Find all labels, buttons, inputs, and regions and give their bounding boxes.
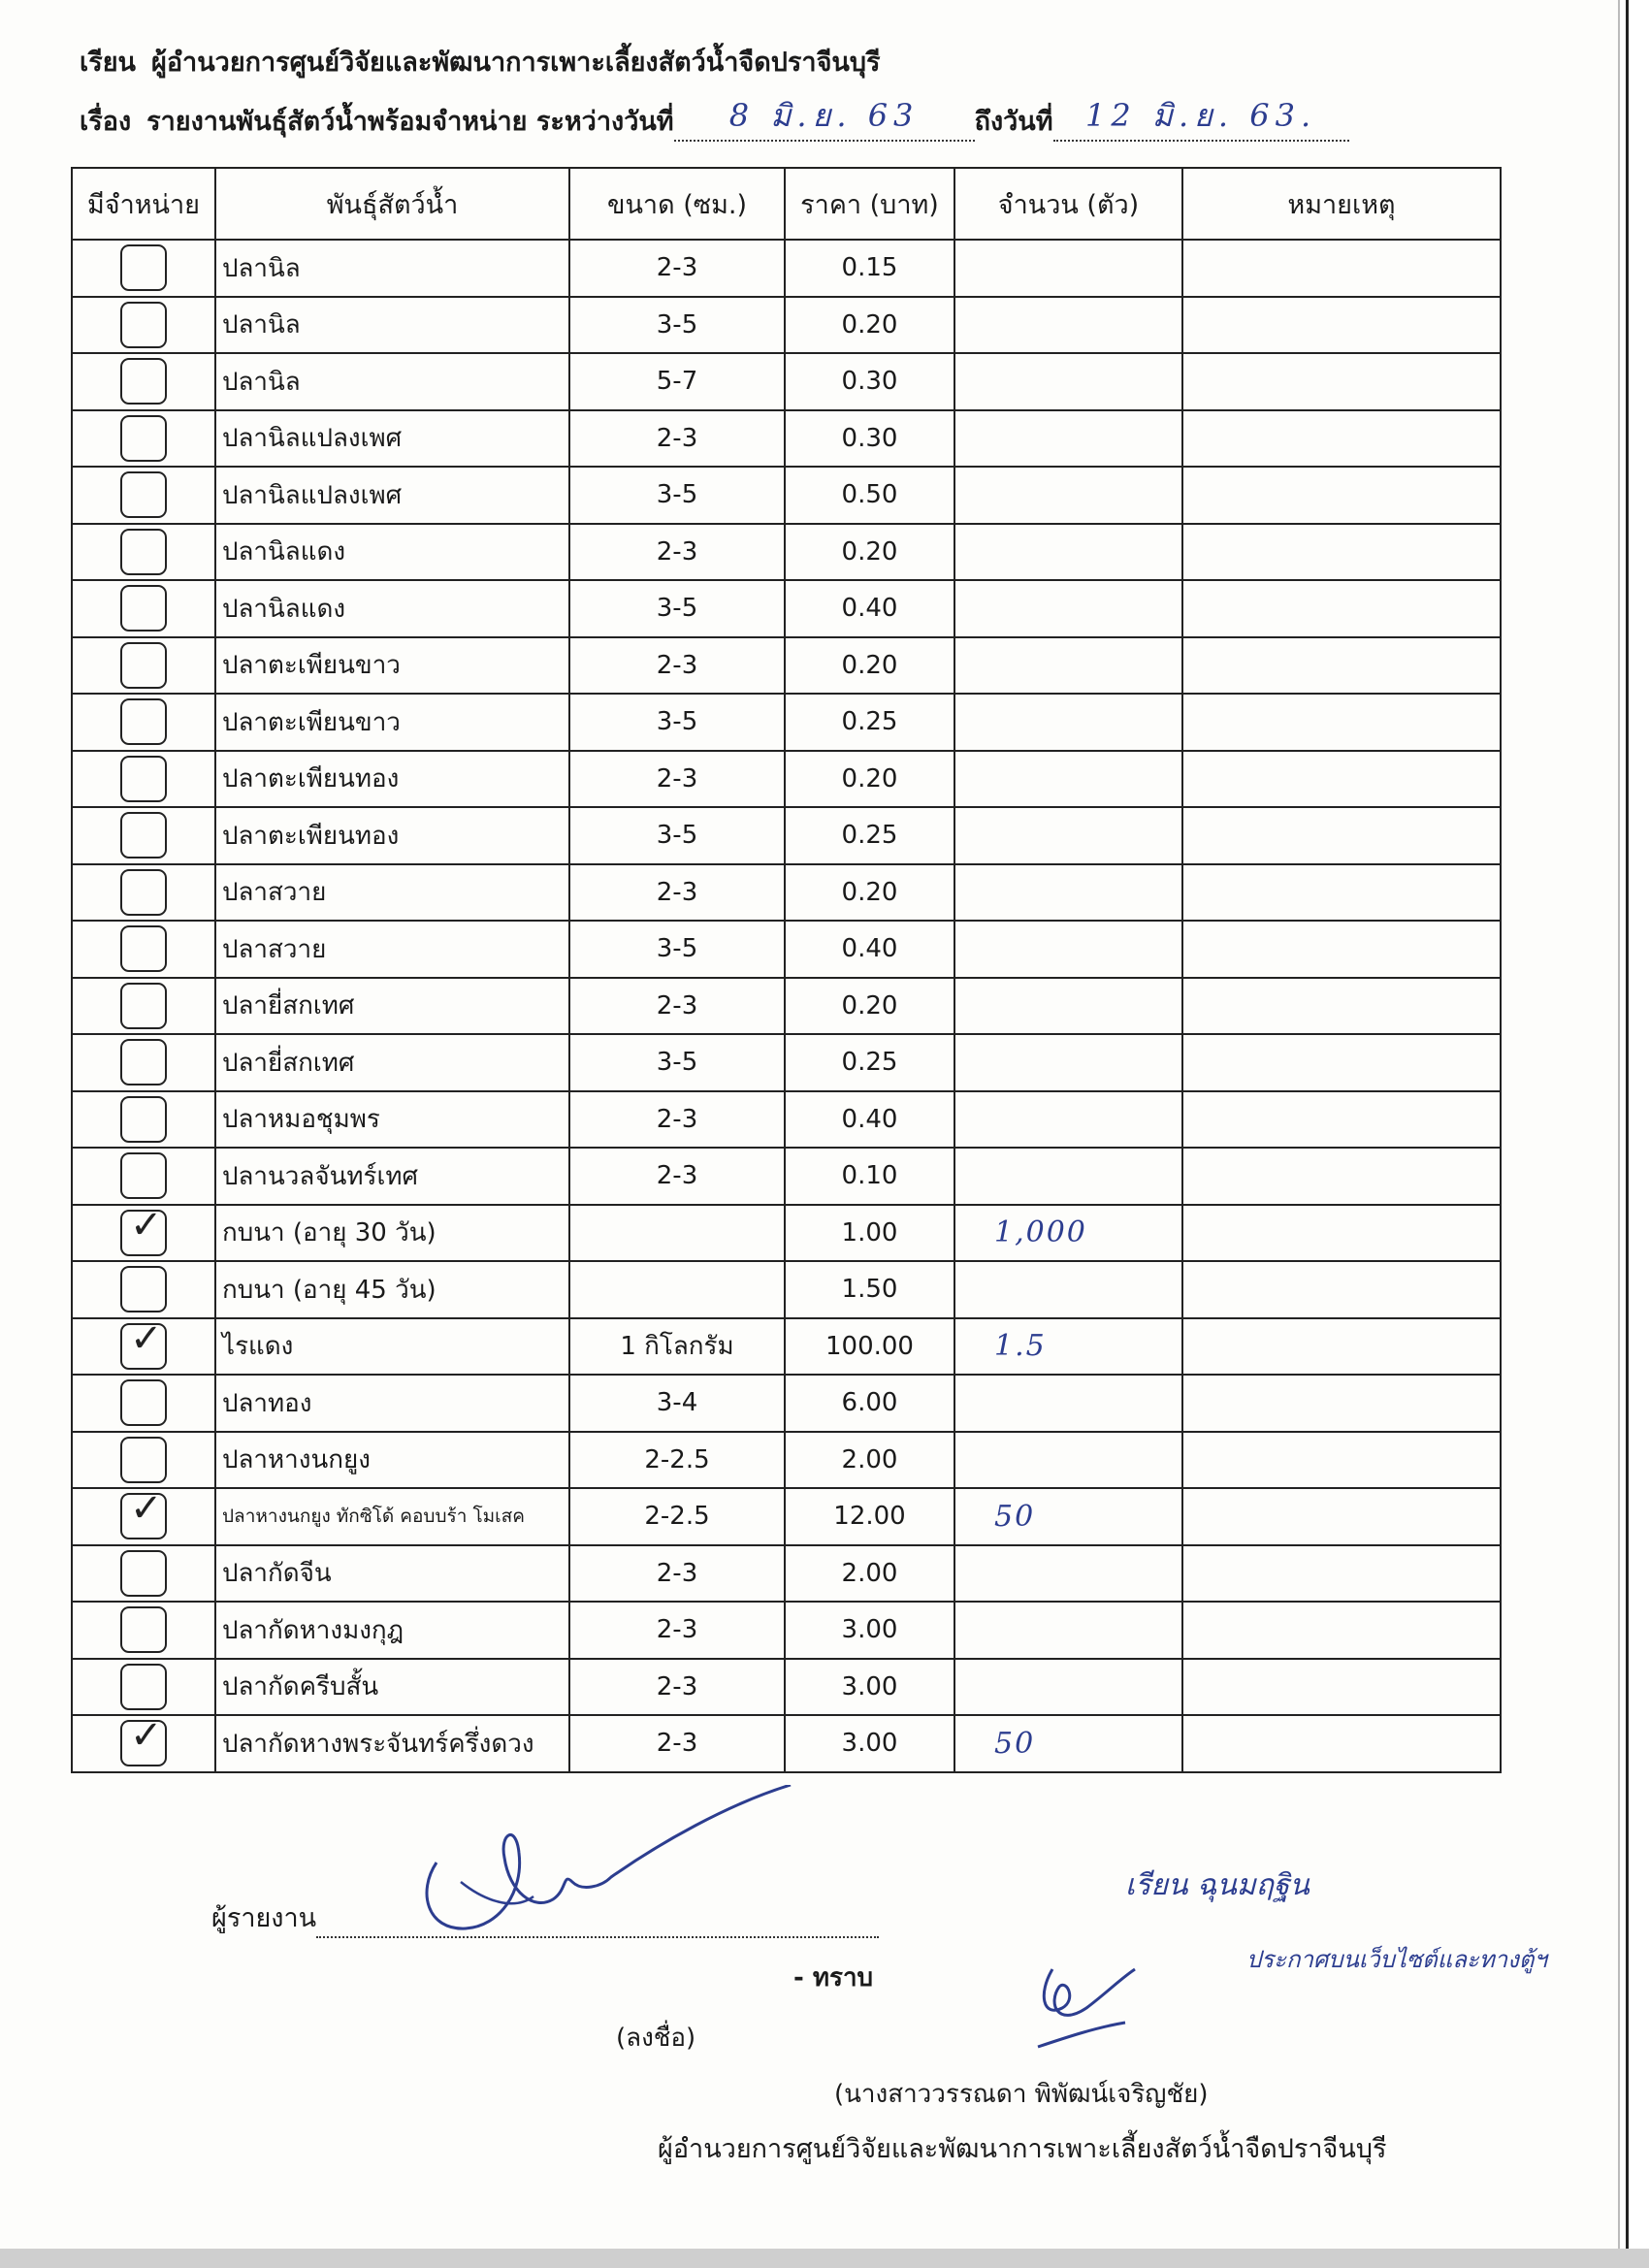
- note-cell: [1182, 1034, 1501, 1091]
- price-cell: 0.20: [785, 297, 954, 354]
- size-cell: 3-5: [569, 580, 785, 637]
- quantity-cell: [954, 921, 1182, 978]
- species-cell: ปลายี่สกเทศ: [215, 978, 569, 1035]
- note-cell: [1182, 807, 1501, 864]
- table-row: [72, 751, 1501, 808]
- note-cell: [1182, 1318, 1501, 1376]
- check-mark-icon: ✓: [130, 1713, 163, 1759]
- species-cell: ปลาตะเพียนขาว: [215, 637, 569, 695]
- species-cell: ปลานวลจันทร์เทศ: [215, 1148, 569, 1205]
- note-cell: [1182, 1602, 1501, 1659]
- note-cell: [1182, 1205, 1501, 1262]
- size-cell: 2-3: [569, 637, 785, 695]
- table-row: [72, 240, 1501, 297]
- price-cell: 100.00: [785, 1318, 954, 1376]
- size-cell: 3-5: [569, 807, 785, 864]
- availability-checkbox[interactable]: [120, 1550, 167, 1597]
- table-row: [72, 410, 1501, 468]
- availability-checkbox-cell: [72, 978, 215, 1035]
- table-row: [72, 524, 1501, 581]
- availability-checkbox[interactable]: [120, 1266, 167, 1312]
- availability-checkbox-cell: [72, 1659, 215, 1716]
- availability-checkbox-cell: [72, 467, 215, 524]
- size-cell: 3-5: [569, 694, 785, 751]
- quantity-cell: [954, 410, 1182, 468]
- availability-checkbox[interactable]: [120, 585, 167, 632]
- availability-checkbox[interactable]: [120, 415, 167, 462]
- availability-checkbox[interactable]: [120, 756, 167, 802]
- handwritten-note-recipient: เรียน ฉุนมฤฐิน: [1125, 1868, 1310, 1902]
- note-cell: [1182, 1432, 1501, 1489]
- director-name: (นางสาววรรณดา พิพัฒน์เจริญชัย): [834, 2080, 1209, 2109]
- availability-checkbox-cell: [72, 921, 215, 978]
- price-cell: 0.20: [785, 637, 954, 695]
- species-cell: กบนา (อายุ 45 วัน): [215, 1261, 569, 1318]
- species-cell: ปลานิล: [215, 297, 569, 354]
- col-header-size: ขนาด (ซม.): [569, 168, 785, 240]
- species-cell: ปลากัดจีน: [215, 1545, 569, 1603]
- availability-checkbox[interactable]: [120, 1039, 167, 1085]
- note-cell: [1182, 240, 1501, 297]
- availability-checkbox-cell: [72, 240, 215, 297]
- note-cell: [1182, 637, 1501, 695]
- table-header-row: [72, 168, 1501, 240]
- table-row: [72, 864, 1501, 922]
- recipient-line: [80, 41, 880, 82]
- table-row: [72, 637, 1501, 695]
- availability-checkbox-cell: [72, 1715, 215, 1772]
- table-row: [72, 1545, 1501, 1603]
- price-cell: 6.00: [785, 1375, 954, 1432]
- note-cell: [1182, 751, 1501, 808]
- price-cell: 1.50: [785, 1261, 954, 1318]
- quantity-cell: [954, 1602, 1182, 1659]
- quantity-handwritten: 1.5: [994, 1329, 1047, 1364]
- availability-checkbox[interactable]: [120, 698, 167, 745]
- quantity-cell: [954, 524, 1182, 581]
- quantity-cell: [954, 1432, 1182, 1489]
- availability-checkbox[interactable]: [120, 1664, 167, 1710]
- size-cell: 2-3: [569, 864, 785, 922]
- note-cell: [1182, 467, 1501, 524]
- size-cell: 2-3: [569, 410, 785, 468]
- species-cell: ปลาตะเพียนทอง: [215, 807, 569, 864]
- date-to-field: [1053, 97, 1349, 142]
- availability-checkbox-cell: [72, 751, 215, 808]
- note-cell: [1182, 580, 1501, 637]
- subject-label: เรื่อง: [80, 107, 132, 137]
- table-row: [72, 1205, 1501, 1262]
- availability-checkbox[interactable]: [120, 471, 167, 518]
- to-date-label: ถึงวันที่: [974, 107, 1053, 137]
- availability-checkbox[interactable]: [120, 302, 167, 348]
- availability-checkbox[interactable]: [120, 1379, 167, 1426]
- quantity-cell: [954, 1318, 1182, 1376]
- species-cell: ปลาหางนกยูง: [215, 1432, 569, 1489]
- availability-checkbox-cell: [72, 1202, 215, 1262]
- note-cell: [1182, 921, 1501, 978]
- availability-checkbox[interactable]: [120, 1437, 167, 1483]
- quantity-cell: [954, 1715, 1182, 1772]
- size-cell: 2-3: [569, 240, 785, 297]
- size-cell: 2-3: [569, 751, 785, 808]
- species-cell: ปลากัดครีบสั้น: [215, 1659, 569, 1716]
- size-cell: 2-3: [569, 1659, 785, 1716]
- size-cell: [569, 1205, 785, 1262]
- size-cell: 3-5: [569, 297, 785, 354]
- table-row: [72, 1148, 1501, 1205]
- col-header-quantity: จำนวน (ตัว): [954, 168, 1182, 240]
- species-cell: ปลาตะเพียนทอง: [215, 751, 569, 808]
- recipient-value: ผู้อำนวยการศูนย์วิจัยและพัฒนาการเพาะเลี้ยงสัตว์น้ำจืดปราจีนบุรี: [151, 48, 881, 78]
- species-cell: ปลาสวาย: [215, 864, 569, 922]
- availability-checkbox-cell: [72, 1315, 215, 1376]
- director-title: ผู้อำนวยการศูนย์วิจัยและพัฒนาการเพาะเลี้ยงสัตว์น้ำจืดปราจีนบุรี: [658, 2134, 1387, 2164]
- size-cell: 1 กิโลกรัม: [569, 1318, 785, 1376]
- species-cell: กบนา (อายุ 30 วัน): [215, 1205, 569, 1262]
- table-row: [72, 1488, 1501, 1545]
- species-cell: ปลานิลแดง: [215, 580, 569, 637]
- date-from-field: [674, 97, 975, 142]
- price-cell: 0.15: [785, 240, 954, 297]
- size-cell: 2-3: [569, 1545, 785, 1603]
- table-row: [72, 1261, 1501, 1318]
- availability-checkbox[interactable]: [120, 244, 167, 291]
- size-cell: [569, 1261, 785, 1318]
- availability-checkbox-cell: [72, 1432, 215, 1489]
- size-cell: 3-5: [569, 467, 785, 524]
- availability-checkbox-cell: [72, 580, 215, 637]
- note-cell: [1182, 297, 1501, 354]
- check-mark-icon: ✓: [130, 1486, 163, 1532]
- page-bottom-edge: [0, 2249, 1649, 2268]
- price-cell: 3.00: [785, 1602, 954, 1659]
- note-cell: [1182, 1488, 1501, 1545]
- availability-checkbox-cell: [72, 1488, 215, 1545]
- quantity-cell: [954, 978, 1182, 1035]
- check-mark-icon: ✓: [130, 1315, 163, 1361]
- table-row: [72, 1432, 1501, 1489]
- size-cell: 2-3: [569, 524, 785, 581]
- quantity-handwritten: 1,000: [994, 1215, 1087, 1250]
- col-header-species: พันธุ์สัตว์น้ำ: [215, 168, 569, 240]
- note-cell: [1182, 410, 1501, 468]
- availability-checkbox[interactable]: [120, 1713, 167, 1766]
- price-cell: 0.20: [785, 751, 954, 808]
- availability-checkbox-cell: [72, 353, 215, 410]
- quantity-cell: [954, 1545, 1182, 1603]
- availability-checkbox[interactable]: [120, 812, 167, 859]
- size-cell: 2-3: [569, 978, 785, 1035]
- size-cell: 2-2.5: [569, 1432, 785, 1489]
- availability-checkbox-cell: [72, 1261, 215, 1318]
- reporter-label: ผู้รายงาน: [211, 1903, 317, 1933]
- quantity-cell: [954, 1375, 1182, 1432]
- table-row: [72, 580, 1501, 637]
- price-cell: 0.25: [785, 694, 954, 751]
- availability-checkbox-cell: [72, 297, 215, 354]
- availability-checkbox-cell: [72, 524, 215, 581]
- note-cell: [1182, 1091, 1501, 1149]
- table-row: [72, 1375, 1501, 1432]
- note-cell: [1182, 1375, 1501, 1432]
- species-cell: ไรแดง: [215, 1318, 569, 1376]
- table-row: [72, 921, 1501, 978]
- quantity-cell: [954, 467, 1182, 524]
- table-row: [72, 1715, 1501, 1772]
- table-row: [72, 297, 1501, 354]
- quantity-cell: [954, 580, 1182, 637]
- species-cell: ปลานิล: [215, 353, 569, 410]
- price-cell: 0.50: [785, 467, 954, 524]
- quantity-cell: [954, 1488, 1182, 1545]
- availability-checkbox-cell: [72, 637, 215, 695]
- size-cell: 2-3: [569, 1602, 785, 1659]
- quantity-cell: [954, 1148, 1182, 1205]
- species-cell: ปลานิลแดง: [215, 524, 569, 581]
- species-cell: ปลาหมอชุมพร: [215, 1091, 569, 1149]
- availability-checkbox-cell: [72, 694, 215, 751]
- price-cell: 0.20: [785, 524, 954, 581]
- availability-checkbox[interactable]: [120, 925, 167, 972]
- note-cell: [1182, 694, 1501, 751]
- quantity-cell: [954, 694, 1182, 751]
- size-cell: 5-7: [569, 353, 785, 410]
- price-cell: 3.00: [785, 1659, 954, 1716]
- price-cell: 2.00: [785, 1545, 954, 1603]
- check-mark-icon: ✓: [130, 1202, 163, 1247]
- reporter-signature: [407, 1785, 795, 1950]
- table-row: [72, 978, 1501, 1035]
- note-cell: [1182, 1545, 1501, 1603]
- species-table: [71, 167, 1502, 1773]
- quantity-cell: [954, 1261, 1182, 1318]
- table-row: [72, 694, 1501, 751]
- species-cell: ปลาสวาย: [215, 921, 569, 978]
- col-header-note: หมายเหตุ: [1182, 168, 1501, 240]
- species-cell: ปลานิลแปลงเพศ: [215, 467, 569, 524]
- table-row: [72, 353, 1501, 410]
- price-cell: 0.40: [785, 921, 954, 978]
- quantity-cell: [954, 1659, 1182, 1716]
- price-cell: 0.40: [785, 1091, 954, 1149]
- table-row: [72, 1602, 1501, 1659]
- quantity-handwritten: 50: [994, 1726, 1036, 1761]
- availability-checkbox-cell: [72, 1545, 215, 1603]
- size-cell: 2-3: [569, 1715, 785, 1772]
- size-cell: 2-3: [569, 1091, 785, 1149]
- price-cell: 3.00: [785, 1715, 954, 1772]
- note-cell: [1182, 524, 1501, 581]
- note-cell: [1182, 864, 1501, 922]
- availability-checkbox[interactable]: [120, 869, 167, 916]
- note-cell: [1182, 978, 1501, 1035]
- size-cell: 3-5: [569, 921, 785, 978]
- availability-checkbox[interactable]: [120, 1096, 167, 1143]
- quantity-cell: [954, 637, 1182, 695]
- price-cell: 0.30: [785, 410, 954, 468]
- availability-checkbox-cell: [72, 1602, 215, 1659]
- species-cell: ปลาหางนกยูง ทักซิโด้ คอบบร้า โมเสค: [215, 1488, 569, 1545]
- table-row: [72, 1034, 1501, 1091]
- availability-checkbox[interactable]: [120, 1486, 167, 1539]
- availability-checkbox[interactable]: [120, 358, 167, 405]
- price-cell: 0.20: [785, 864, 954, 922]
- quantity-handwritten: 50: [994, 1499, 1036, 1534]
- director-signature: [1018, 1950, 1145, 2057]
- note-cell: [1182, 1148, 1501, 1205]
- availability-checkbox-cell: [72, 1034, 215, 1091]
- note-cell: [1182, 353, 1501, 410]
- size-cell: 3-5: [569, 1034, 785, 1091]
- price-cell: 0.40: [785, 580, 954, 637]
- availability-checkbox-cell: [72, 410, 215, 468]
- availability-checkbox[interactable]: [120, 1606, 167, 1653]
- acknowledge-text: - ทราบ: [793, 1963, 874, 1993]
- availability-checkbox-cell: [72, 1148, 215, 1205]
- size-cell: 3-4: [569, 1375, 785, 1432]
- quantity-cell: [954, 240, 1182, 297]
- availability-checkbox[interactable]: [120, 642, 167, 689]
- col-header-price: ราคา (บาท): [785, 168, 954, 240]
- species-cell: ปลานิล: [215, 240, 569, 297]
- quantity-cell: [954, 1091, 1182, 1149]
- table-body: [72, 240, 1501, 1772]
- price-cell: 12.00: [785, 1488, 954, 1545]
- signed-label: (ลงชื่อ): [616, 2024, 696, 2053]
- size-cell: 2-3: [569, 1148, 785, 1205]
- recipient-label: เรียน: [80, 48, 137, 78]
- availability-checkbox[interactable]: [120, 983, 167, 1029]
- date-to-handwritten: 12 มิ.ย. 63.: [1084, 97, 1317, 134]
- price-cell: 1.00: [785, 1205, 954, 1262]
- quantity-cell: [954, 1034, 1182, 1091]
- note-cell: [1182, 1261, 1501, 1318]
- availability-checkbox-cell: [72, 1091, 215, 1149]
- species-cell: ปลายี่สกเทศ: [215, 1034, 569, 1091]
- quantity-cell: [954, 353, 1182, 410]
- availability-checkbox[interactable]: [120, 529, 167, 575]
- species-cell: ปลากัดหางพระจันทร์ครึ่งดวง: [215, 1715, 569, 1772]
- date-from-handwritten: 8 มิ.ย. 63: [728, 97, 920, 134]
- species-cell: ปลากัดหางมงกุฎ: [215, 1602, 569, 1659]
- quantity-cell: [954, 1205, 1182, 1262]
- table-row: [72, 1318, 1501, 1376]
- subject-line: [80, 97, 1349, 142]
- table-row: [72, 467, 1501, 524]
- species-cell: ปลานิลแปลงเพศ: [215, 410, 569, 468]
- quantity-cell: [954, 297, 1182, 354]
- availability-checkbox-cell: [72, 1375, 215, 1432]
- price-cell: 0.10: [785, 1148, 954, 1205]
- size-cell: 2-2.5: [569, 1488, 785, 1545]
- note-cell: [1182, 1715, 1501, 1772]
- availability-checkbox-cell: [72, 864, 215, 922]
- subject-value: รายงานพันธุ์สัตว์น้ำพร้อมจำหน่าย ระหว่างวันที่: [146, 107, 674, 137]
- price-cell: 0.25: [785, 807, 954, 864]
- page-right-edge: [1618, 0, 1649, 2268]
- availability-checkbox[interactable]: [120, 1202, 167, 1256]
- species-cell: ปลาทอง: [215, 1375, 569, 1432]
- price-cell: 0.30: [785, 353, 954, 410]
- note-cell: [1182, 1659, 1501, 1716]
- quantity-cell: [954, 751, 1182, 808]
- table-row: [72, 1091, 1501, 1149]
- availability-checkbox[interactable]: [120, 1315, 167, 1370]
- table-row: [72, 1659, 1501, 1716]
- price-cell: 0.20: [785, 978, 954, 1035]
- col-header-available: มีจำหน่าย: [72, 168, 215, 240]
- price-cell: 0.25: [785, 1034, 954, 1091]
- quantity-cell: [954, 807, 1182, 864]
- availability-checkbox[interactable]: [120, 1152, 167, 1199]
- price-cell: 2.00: [785, 1432, 954, 1489]
- table-row: [72, 807, 1501, 864]
- availability-checkbox-cell: [72, 807, 215, 864]
- quantity-cell: [954, 864, 1182, 922]
- species-cell: ปลาตะเพียนขาว: [215, 694, 569, 751]
- handwritten-note-instruction: ประกาศบนเว็บไซต์และทางตู้ฯ: [1246, 1946, 1547, 1973]
